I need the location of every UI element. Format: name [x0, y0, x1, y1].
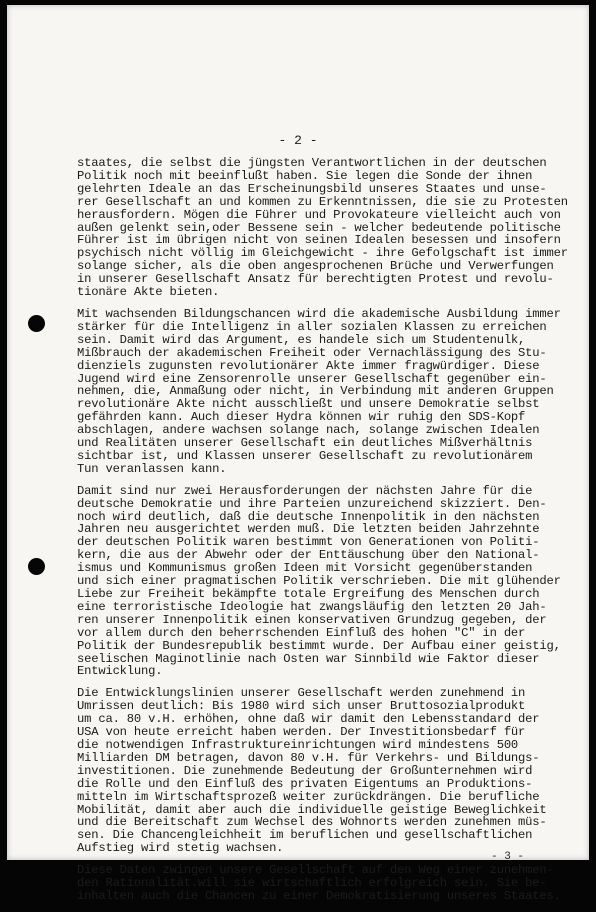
text-line: eine terroristische Ideologie hat zwangsläufig den letzten 20 Jah- — [77, 599, 547, 614]
text-line: die notwendigen Infrastruktureinrichtungen wird mindestens 500 — [77, 737, 519, 752]
body-text — [77, 157, 577, 912]
text-line: investitionen. Die zunehmende Bedeutung der Großunternehmen wird — [77, 763, 533, 778]
text-line: Politik noch mit beeinflußt haben. Sie legen die Sonde der ihnen — [77, 168, 533, 183]
text-line: seelischen Maginotlinie nach Osten war Sinnbild wie Faktor dieser — [77, 651, 540, 666]
document-page — [7, 5, 589, 903]
paragraph — [77, 308, 577, 476]
text-line: den Rationalität.will sie wirtschaftlich erfolgreich sein. Sie be- — [77, 876, 547, 891]
text-line: Tun veranlassen kann. — [77, 461, 227, 476]
text-line: und Realitäten unserer Gesellschaft ein deutliches Mißverhältnis — [77, 436, 533, 451]
text-line: Die Entwicklungslinien unserer Gesellschaft werden zunehmend in — [77, 686, 526, 701]
text-line: gefährden kann. Auch dieser Hydra können wir ruhig den SDS-Kopf — [77, 410, 526, 425]
text-line: psychisch nicht völlig im Gleichgewicht - ihre Gefolgschaft ist immer — [77, 246, 568, 261]
text-line: revolutionäre Akte nicht ausschließt und unsere Demokratie selbst — [77, 397, 540, 412]
paragraph — [77, 157, 577, 299]
text-line: Diese Daten zwingen unsere Gesellschaft auf den Weg einer zunehmen- — [77, 863, 554, 878]
text-line: um ca. 80 v.H. erhöhen, ohne daß wir damit den Lebensstandard der — [77, 712, 540, 727]
text-line: Umrissen deutlich: Bis 1980 wird sich unser Bruttosozialprodukt — [77, 699, 526, 714]
next-page-mark: - 3 - — [491, 851, 525, 863]
punch-hole — [28, 558, 45, 575]
text-line: vor allem durch den beherrschenden Einfluß des hohen "C" in der — [77, 625, 526, 640]
text-line: Damit sind nur zwei Herausforderungen der nächsten Jahre für die — [77, 483, 533, 498]
text-line: Aufstieg wird stetig wachsen. — [77, 841, 284, 856]
text-line: Milliarden DM betragen, davon 80 v.H. für Verkehrs- und Bildungs- — [77, 750, 540, 765]
paragraph — [77, 485, 577, 679]
text-line: nehmen, die, Anmaßung oder nicht, in Verbindung mit anderen Gruppen — [77, 384, 554, 399]
text-line: USA von heute erreicht haben werden. Der Investitionsbedarf für — [77, 725, 526, 740]
text-line: die Rolle und den Einfluß des privaten Eigentums an Produktions- — [77, 776, 533, 791]
text-line: der deutschen Politik waren bestimmt von Generationen von Politi- — [77, 535, 540, 550]
paragraph — [77, 687, 577, 855]
text-line: Mißbrauch der akademischen Freiheit oder Vernachlässigung des Stu- — [77, 345, 547, 360]
text-line: ren unserer Innenpolitik einen konservativen Grundzug gegeben, der — [77, 612, 547, 627]
text-line: Politik der Bundesrepublik bestimmt wurde. Der Aufbau einer geistig, — [77, 638, 561, 653]
text-line: Führer ist im übrigen nicht von seinen Idealen besessen und insofern — [77, 233, 561, 248]
text-line: abschlagen, andere wachsen solange nach, solange zwischen Idealen — [77, 423, 540, 438]
text-line: staates, die selbst die jüngsten Verantwortlichen in der deutschen — [77, 156, 547, 170]
text-line: sein. Damit wird das Argument, es handele sich um Studentenulk, — [77, 332, 526, 347]
text-line: dienziels zugunsten revolutionärer Akte immer fragwürdiger. Diese — [77, 358, 540, 373]
text-line: ismus und Kommunismus großen Ideen mit Vorsicht gegenüberstanden — [77, 561, 533, 576]
page-number: - 2 - — [278, 133, 318, 148]
text-line: deutsche Demokratie und ihre Parteien unzureichend skizziert. Den- — [77, 496, 547, 511]
text-line: Mobilität, damit aber auch die individuelle geistige Beweglichkeit — [77, 802, 547, 817]
text-line: gelehrten Ideale an das Erscheinungsbild unseres Staates und unse- — [77, 181, 547, 196]
paragraph — [77, 864, 577, 903]
text-line: mitteln im Wirtschaftsprozeß weiter zurückdrängen. Die berufliche — [77, 789, 540, 804]
text-line: tionäre Akte bieten. — [77, 285, 220, 300]
text-line: und die Bereitschaft zum Wechsel des Wohnorts werden zunehmen müs- — [77, 815, 547, 830]
text-line: Jugend wird eine Zensorenrolle unserer Gesellschaft gegenüber ein- — [77, 371, 547, 386]
text-line: Liebe zur Freiheit bekämpfte totale Ergreifung des Menschen durch — [77, 587, 540, 601]
text-line: Entwicklung. — [77, 664, 163, 679]
text-line: kern, die aus der Abwehr oder der Enttäuschung über den National- — [77, 548, 540, 563]
text-line: Mit wachsenden Bildungschancen wird die akademische Ausbildung immer — [77, 306, 561, 321]
text-line: sichtbar ist, und Klassen unserer Gesellschaft zu revolutionärem — [77, 448, 533, 463]
text-line: solange sicher, als die oben angesprochenen Brüche und Verwerfungen — [77, 259, 554, 274]
text-line: außen gelenkt sein,oder Bessene sein - welcher bedeutende politische — [77, 220, 561, 235]
text-line: noch wird deutlich, daß die deutsche Innenpolitik in den nächsten — [77, 509, 540, 524]
text-line: rer Gesellschaft an und kommen zu Erkenntnissen, die sie zu Protesten — [77, 194, 568, 209]
text-line: und sich einer pragmatischen Politik verschrieben. Die mit glühender — [77, 574, 561, 589]
punch-hole — [28, 315, 45, 332]
text-line: in unserer Gesellschaft Ansatz für berechtigten Protest und revolu- — [77, 272, 554, 287]
text-line: Jahren neu ausgerichtet werden muß. Die letzten beiden Jahrzehnte — [77, 522, 540, 537]
text-line: herausfordern. Mögen die Führer und Provokateure vielleicht auch von — [77, 207, 561, 222]
text-line: inhalten auch die Chancen zu einer Demokratisierung unseres Staates. — [77, 888, 561, 903]
text-line: sen. Die Chancengleichheit im beruflichen und gesellschaftlichen — [77, 828, 533, 843]
text-line: stärker für die Intelligenz in aller sozialen Klassen zu erreichen — [77, 319, 547, 334]
